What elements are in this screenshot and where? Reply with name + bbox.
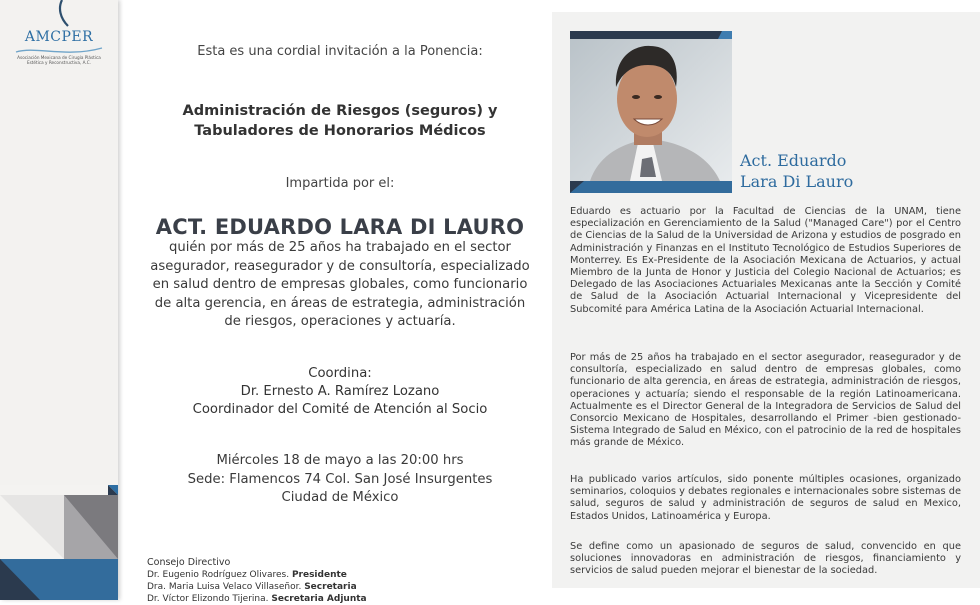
coordinator-role: Coordinador del Comité de Atención al Socio — [192, 402, 488, 417]
summary-line: quién por más de 25 años ha trabajado en el sector — [169, 240, 511, 255]
talk-title — [140, 101, 540, 141]
profile-name — [740, 150, 853, 192]
event-date: Miércoles 18 de mayo a las 20:00 hrs — [216, 453, 464, 468]
summary-line: de alta gerencia, en áreas de estrategia, administración — [154, 295, 526, 311]
board-member — [147, 581, 367, 593]
logo-subtitle — [0, 55, 118, 65]
profile-paragraph: Por más de 25 años ha trabajado en el sector asegurador, reasegurador y de consultoría, especializado en salud dentro de empresas globales, como funcionario de alta gerencia, en áreas de estrategia, administración de riesgos, operaciones y actuaría; siendo el responsable de la región Latinoamericana. Actualmente es el Director General de la Integradora de Servicios de Salud del Consorcio Mexicano de Hospitales, desarrollando el Primer -bien gestionado- Sistema Integrado de Salud en México, con el patrocinio de la red de hospitales más grande de México. — [570, 352, 962, 449]
profile-paragraph: Eduardo es actuario por la Facultad de Ciencias de la UNAM, tiene especialización en Gerenciamiento de la Salud ("Managed Care") por el Centro de Ciencias de la Salud de la Universidad de Arizona y estudios de posgrado en Administración y Finanzas en el Instituto Tecnológico de Estudios Superiores de Monterrey. Es Ex-Presidente de la Asociación Mexicana de Actuarios, y actual Miembro de la Junta de Honor y Justicia del Colegio Nacional de Actuarios; es Delegado de las Asociaciones Actuariales Mexicanas ante la Sección y Comité de Salud de la Asociación Actuarial Internacional y Vicepresidente del Subcomité para América Latina de la Asociación Actuarial Internacional. — [570, 206, 961, 315]
invitation-intro: Esta es una cordial invitación a la Ponencia: — [197, 44, 483, 59]
event-venue: Sede: Flamencos 74 Col. San José Insurgentes — [187, 471, 493, 487]
board-heading: Consejo Directivo — [147, 557, 231, 568]
board-member — [147, 569, 367, 581]
coordinator-label: Coordina: — [308, 366, 372, 381]
profile-paragraph: Se define como un apasionado de seguros de salud, convencido en que soluciones innovadoras en administración de riesgos, financiamiento y servicios de salud pueden mejorar el bienestar de la sociedad. — [570, 541, 961, 577]
event-details — [140, 452, 540, 508]
summary-line: asegurador, reasegurador y de consultoría, especializado — [150, 258, 530, 274]
profile-paragraph: Ha publicado varios artículos, sido ponente múltiples ocasiones, organizado seminarios, coloquios y debates regionales e internacionales sobre sistemas de salud, seguros de salud y administración de seguros de salud en Mexico, Estados Unidos, Latinoamérica y Europa. — [570, 474, 961, 522]
talk-title-line: Tabuladores de Honorarios Médicos — [194, 123, 486, 139]
member-name: Dra. Maria Luisa Velaco Villaseñor. — [147, 582, 302, 592]
imparted-by-label: Impartida por el: — [285, 176, 395, 191]
summary-line: en salud dentro de empresas globales, como funcionario — [152, 277, 528, 292]
event-city: Ciudad de México — [281, 490, 399, 505]
member-role: Presidente — [291, 570, 347, 580]
profile-name-line: Lara Di Lauro — [740, 172, 854, 191]
member-role: Secretaria Adjunta — [271, 594, 367, 604]
speaker-name: ACT. EDUARDO LARA DI LAURO — [155, 215, 525, 239]
logo-name: AMCPER — [24, 29, 94, 45]
speaker-summary — [140, 239, 540, 332]
talk-title-line: Administración de Riesgos (seguros) y — [182, 103, 498, 119]
speaker-photo — [570, 31, 732, 193]
board-member — [147, 593, 367, 605]
logo-subtitle-line: Estética y Reconstructiva, A.C. — [26, 60, 92, 65]
summary-line: de riesgos, operaciones y actuaría. — [224, 314, 456, 329]
member-name: Dr. Víctor Elizondo Tijerina. — [147, 594, 269, 604]
left-sidebar-panel — [0, 0, 118, 600]
logo-subtitle-line: Asociación Mexicana de Cirugía Plástica — [17, 55, 101, 60]
member-name: Dr. Eugenio Rodríguez Olivares. — [147, 570, 290, 580]
board-of-directors — [147, 557, 367, 605]
coordinator-block — [140, 365, 540, 419]
coordinator-name: Dr. Ernesto A. Ramírez Lozano — [240, 384, 440, 399]
member-role: Secretaria — [304, 582, 357, 592]
geometric-decoration — [0, 485, 118, 600]
profile-name-line: Act. Eduardo — [740, 151, 847, 170]
